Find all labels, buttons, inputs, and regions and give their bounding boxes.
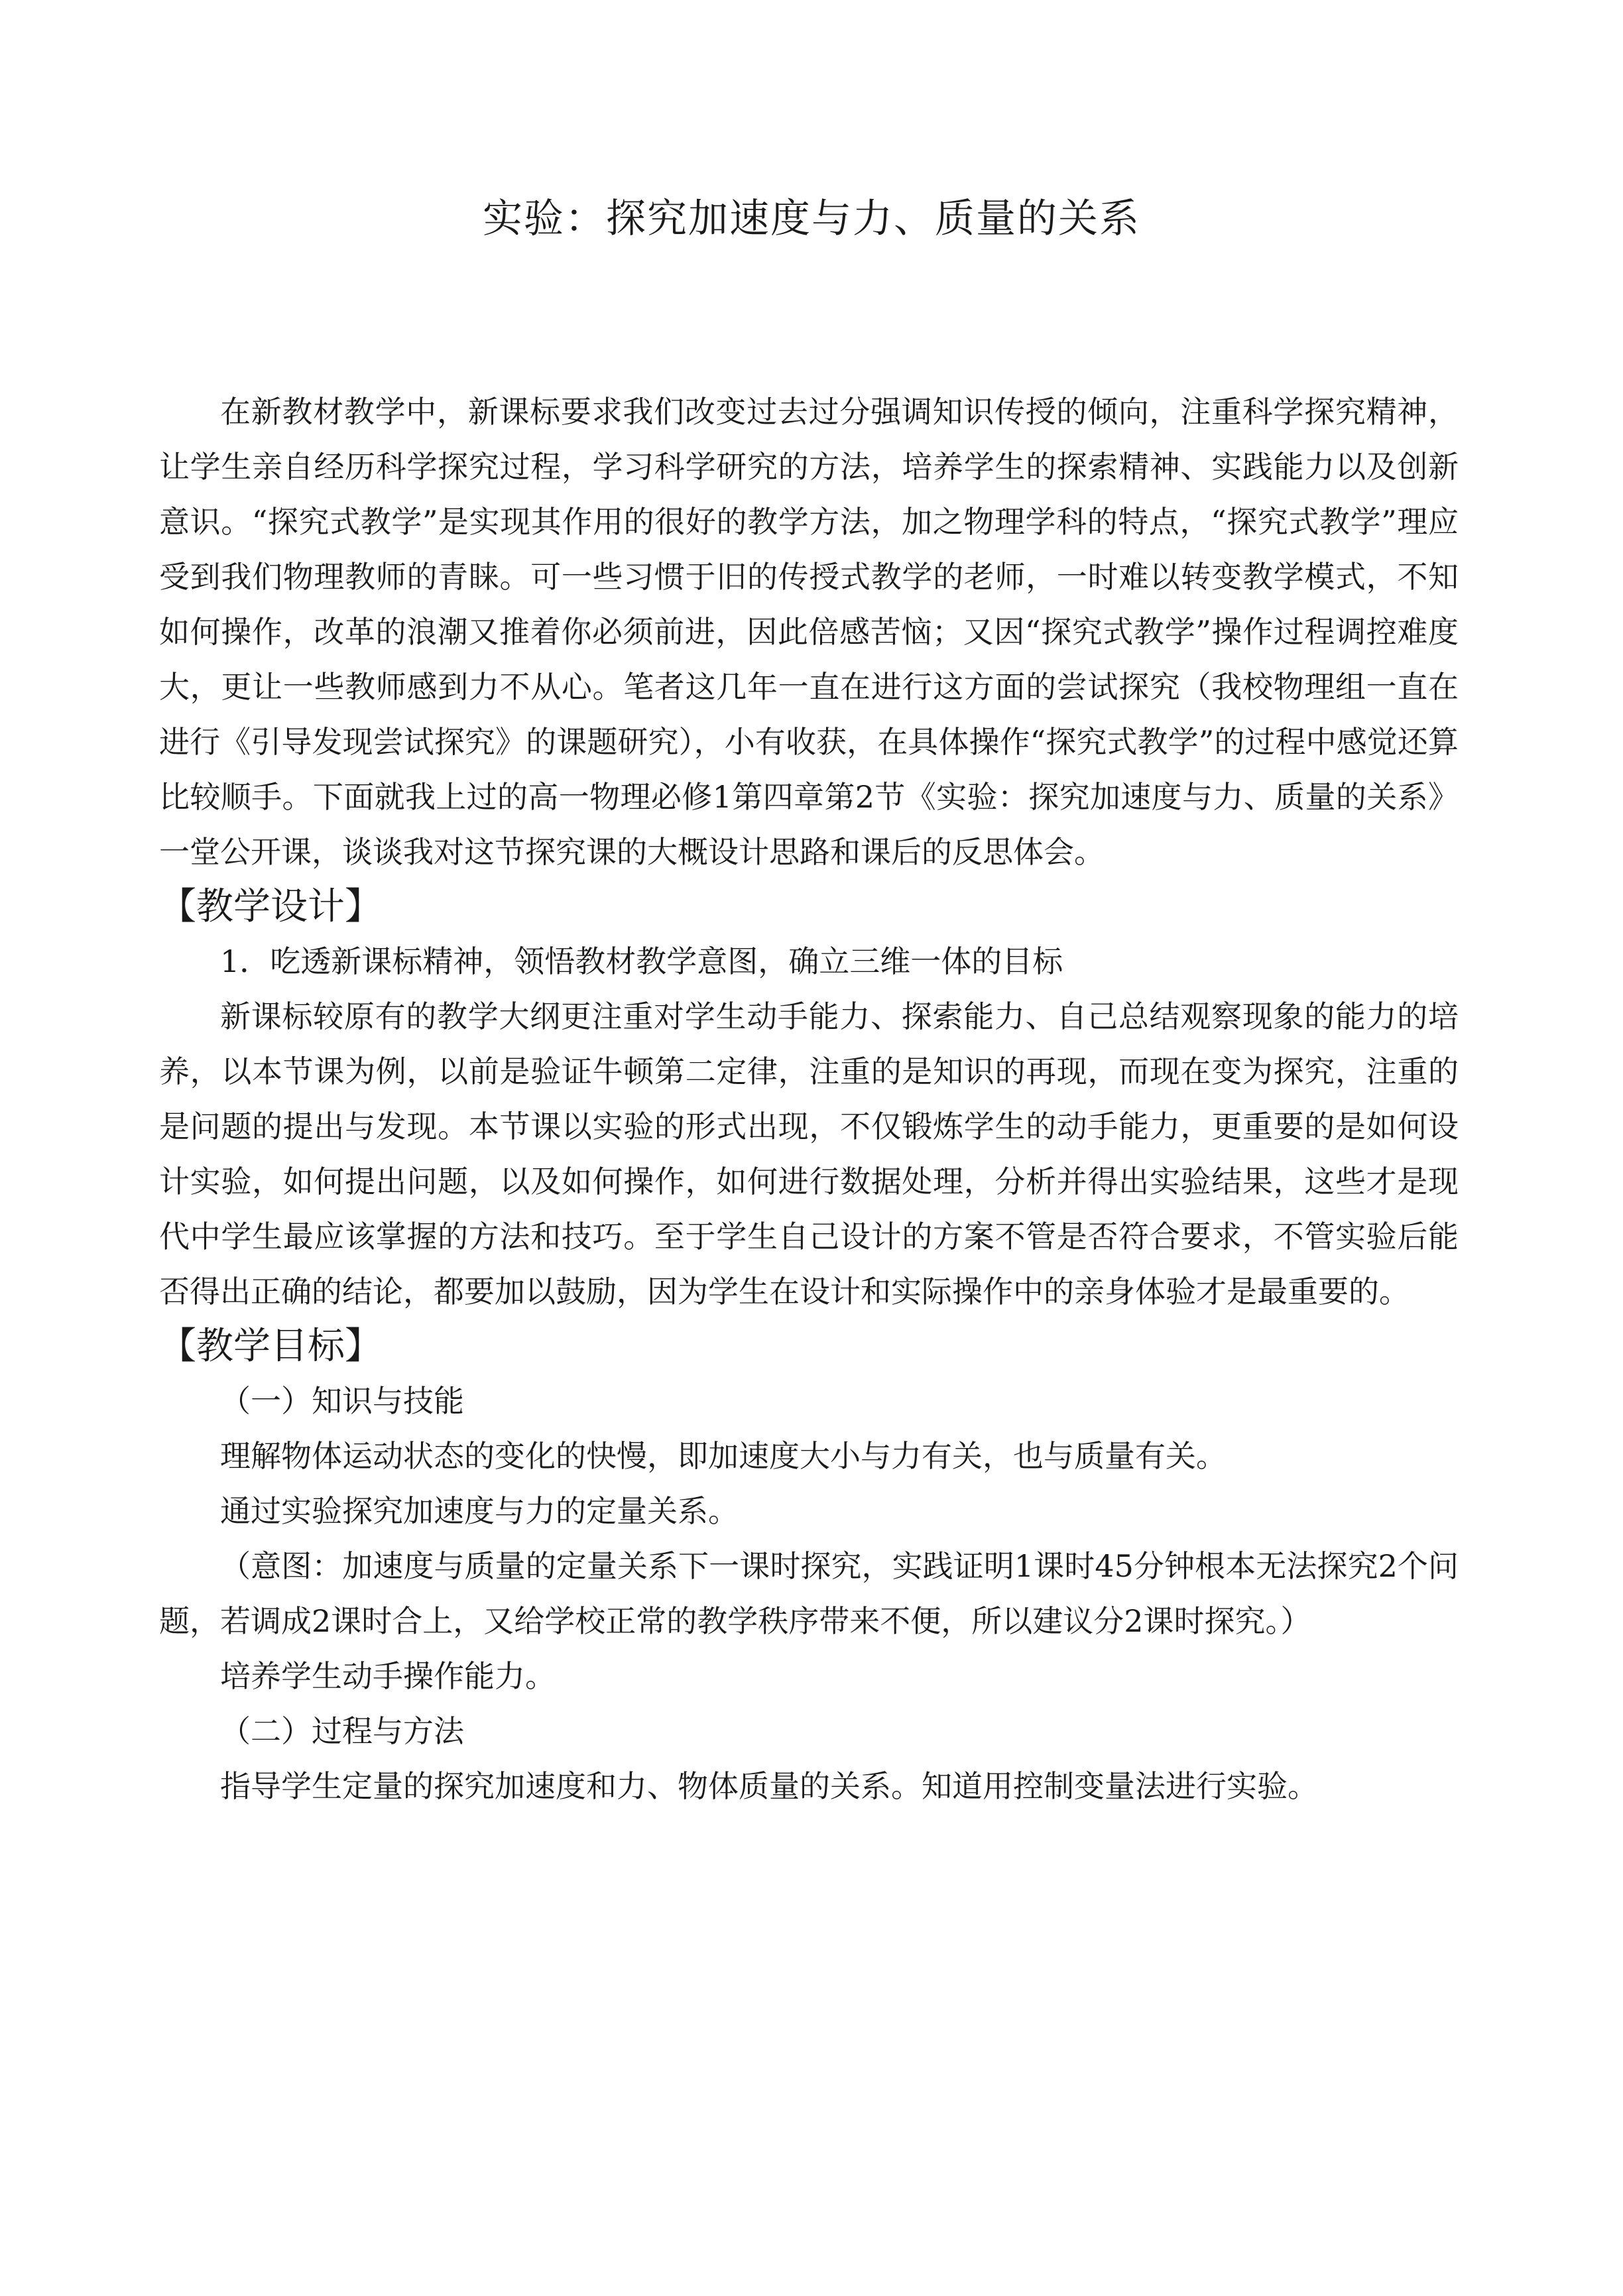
document-title: 实验：探究加速度与力、质量的关系 [483, 196, 1140, 242]
goals-line-1: 理解物体运动状态的变化的快慢，即加速度大小与力有关，也与质量有关。 [220, 1438, 1227, 1474]
design-item-1: 1．吃透新课标精神，领悟教材教学意图，确立三维一体的目标 [220, 943, 1063, 979]
goals-line-2: 通过实验探究加速度与力的定量关系。 [220, 1493, 739, 1529]
goals-line-3: （意图：加速度与质量的定量关系下一课时探究，实践证明1课时45分钟根本无法探究2个问题，若调成2课时合上，又给学校正常的教学秩序带来不便，所以建议分2课时探究。） [159, 1548, 1459, 1639]
section-heading-design: 【教学设计】 [159, 885, 382, 928]
goals-subheading-knowledge: （一）知识与技能 [220, 1383, 464, 1419]
intro-paragraph: 在新教材教学中，新课标要求我们改变过去过分强调知识传授的倾向，注重科学探究精神，让学生亲自经历科学探究过程，学习科学研究的方法，培养学生的探索精神、实践能力以及创新意识。“探究式教学”是实现其作用的很好的教学方法，加之物理学科的特点，“探究式教学”理应受到我们物理教师的青睐。可一些习惯于旧的传授式教学的老师，一时难以转变教学模式，不知如何操作，改革的浪潮又推着你必须前进，因此倍感苦恼；又因“探究式教学”操作过程调控难度大，更让一些教师感到力不从心。笔者这几年一直在进行这方面的尝试探究（我校物理组一直在进行《引导发现尝试探究》的课题研究），小有收获，在具体操作“探究式教学”的过程中感觉还算比较顺手。下面就我上过的高一物理必修1第四章第2节《实验：探究加速度与力、质量的关系》一堂公开课，谈谈我对这节探究课的大概设计思路和课后的反思体会。 [159, 394, 1459, 870]
design-paragraph: 新课标较原有的教学大纲更注重对学生动手能力、探索能力、自己总结观察现象的能力的培养，以本节课为例，以前是验证牛顿第二定律，注重的是知识的再现，而现在变为探究，注重的是问题的提出与发现。本节课以实验的形式出现，不仅锻炼学生的动手能力，更重要的是如何设计实验，如何提出问题，以及如何操作，如何进行数据处理，分析并得出实验结果，这些才是现代中学生最应该掌握的方法和技巧。至于学生自己设计的方案不管是否符合要求，不管实验后能否得出正确的结论，都要加以鼓励，因为学生在设计和实际操作中的亲身体验才是最重要的。 [159, 998, 1459, 1309]
document-body [159, 385, 1459, 1814]
goals-line-5: 指导学生定量的探究加速度和力、物体质量的关系。知道用控制变量法进行实验。 [220, 1768, 1318, 1804]
section-heading-goals: 【教学目标】 [159, 1325, 382, 1368]
goals-line-4: 培养学生动手操作能力。 [220, 1658, 556, 1694]
goals-subheading-process: （二）过程与方法 [220, 1713, 464, 1749]
